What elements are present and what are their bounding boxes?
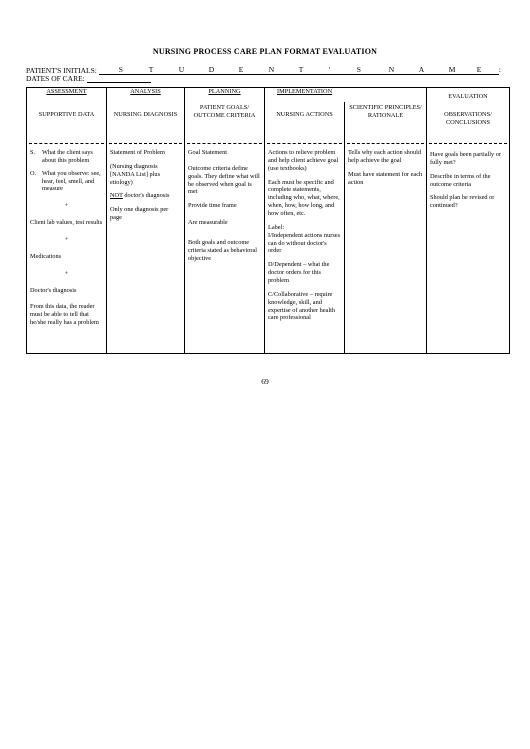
- one-diagnosis-note: Only one diagnosis per page: [110, 206, 169, 222]
- measurable-note: Are measurable: [188, 219, 228, 227]
- student-name-letter: S: [118, 65, 123, 74]
- care-plan-table: [26, 87, 510, 354]
- collaborative-actions-note: C/Collaborative – require knowledge, skill, and expertise of another health care professional: [268, 290, 335, 322]
- student-name-letter: U: [178, 65, 185, 74]
- relieve-problem-note: Actions to relieve problem and help client achieve goal (use textbooks): [268, 149, 339, 172]
- col-nursing-diagnosis: NURSING DIAGNOSIS: [107, 102, 185, 141]
- page-number: 69: [261, 377, 269, 386]
- dates-of-care-line: [87, 74, 151, 83]
- goal-statement: Goal Statement: [188, 149, 227, 156]
- dependent-actions-note: D/Dependent – what the doctor orders for this problem: [268, 261, 330, 285]
- student-name-letter: :: [498, 65, 501, 74]
- col-scientific-principles: SCIENTIFIC PRINCIPLES/ RATIONALE: [345, 102, 427, 141]
- statement-each-action-note: Must have statement for each action: [348, 170, 423, 186]
- supportive-data-cell: [27, 147, 107, 354]
- independent-actions-note: I/Independent actions nurses can do without doctor's order: [268, 231, 341, 255]
- student-name-letter: D: [208, 65, 215, 74]
- category-evaluation: EVALUATION: [427, 88, 510, 103]
- specific-statements-note: Each must be specific and complete statements, including who, what, where, when, how, how long, and how often, etc.: [268, 178, 340, 218]
- category-assessment: ASSESSMENT: [27, 88, 107, 103]
- student-name-letter: T: [298, 65, 304, 74]
- col-observations: OBSERVATIONS/ CONCLUSIONS: [427, 102, 510, 141]
- nursing-actions-cell: [265, 147, 345, 354]
- scientific-rationale-cell: [345, 147, 427, 354]
- subjective-item: S. What the client says about this problem: [30, 149, 93, 164]
- tells-why-note: Tells why each action should help achieve the goal: [348, 149, 422, 164]
- col-supportive-data: SUPPORTIVE DATA: [27, 102, 107, 141]
- patient-initials-label: PATIENT'S INITIALS:: [26, 66, 97, 75]
- student-name-letter: T: [148, 65, 154, 74]
- plus-sign: +: [64, 236, 69, 244]
- nursing-diagnosis-cell: [107, 147, 185, 354]
- student-name-letter: E: [476, 65, 482, 74]
- dates-of-care-label: DATES OF CARE:: [26, 74, 85, 83]
- plus-sign: +: [64, 269, 69, 277]
- time-frame-note: Provide time frame: [188, 202, 237, 210]
- observations-cell: [427, 147, 510, 354]
- medications-item: Medications: [30, 252, 62, 260]
- student-name-letter: N: [388, 65, 395, 74]
- label-heading: Label:: [268, 223, 285, 231]
- col-patient-goals: PATIENT GOALS/ OUTCOME CRITERIA: [185, 102, 265, 141]
- student-name-letter: M: [448, 65, 456, 74]
- outcome-criteria-note: Outcome criteria define goals. They define what will be observed when goal is met: [188, 164, 260, 196]
- category-analysis: ANALYSIS: [107, 88, 185, 103]
- category-implementation: IMPLEMENTATION: [265, 88, 427, 103]
- nanda-note: (Nursing diagnosis [NANDA List] plus etiology): [110, 162, 161, 186]
- student-name-letter: ': [328, 65, 331, 74]
- student-name-letter: E: [238, 65, 244, 74]
- student-name-line: [99, 66, 499, 75]
- page-title: NURSING PROCESS CARE PLAN FORMAT EVALUATION: [152, 47, 378, 56]
- behavioral-objective-note: Both goals and outcome criteria stated as behavioral objective: [188, 239, 258, 262]
- reader-note: From this data, the reader must be able to tell that he/she really has a problem: [30, 303, 99, 327]
- plus-sign: +: [64, 202, 69, 210]
- student-name-letter: S: [356, 65, 361, 74]
- describe-outcome-note: Describe in terms of the outcome criteria: [430, 172, 491, 188]
- student-name-letter: N: [268, 65, 275, 74]
- student-name-letter: A: [418, 65, 425, 74]
- doctor-diagnosis-item: Doctor's diagnosis: [30, 286, 77, 294]
- statement-of-problem: Statement of Problem: [110, 149, 165, 156]
- not-doctor-note: NOT doctor's diagnosis: [110, 192, 170, 200]
- col-nursing-actions: NURSING ACTIONS: [265, 102, 345, 141]
- objective-item: O. What you observe: see, hear, feel, smell, and measure: [30, 169, 101, 193]
- revise-plan-question: Should plan be revised or continued?: [430, 194, 495, 210]
- patient-goals-cell: [185, 147, 265, 354]
- dates-of-care-row: [26, 74, 151, 83]
- goals-met-question: Have goals been partially or fully met?: [430, 151, 501, 166]
- category-planning: PLANNING: [185, 88, 265, 103]
- lab-values-item: Client lab values, test results: [30, 219, 103, 227]
